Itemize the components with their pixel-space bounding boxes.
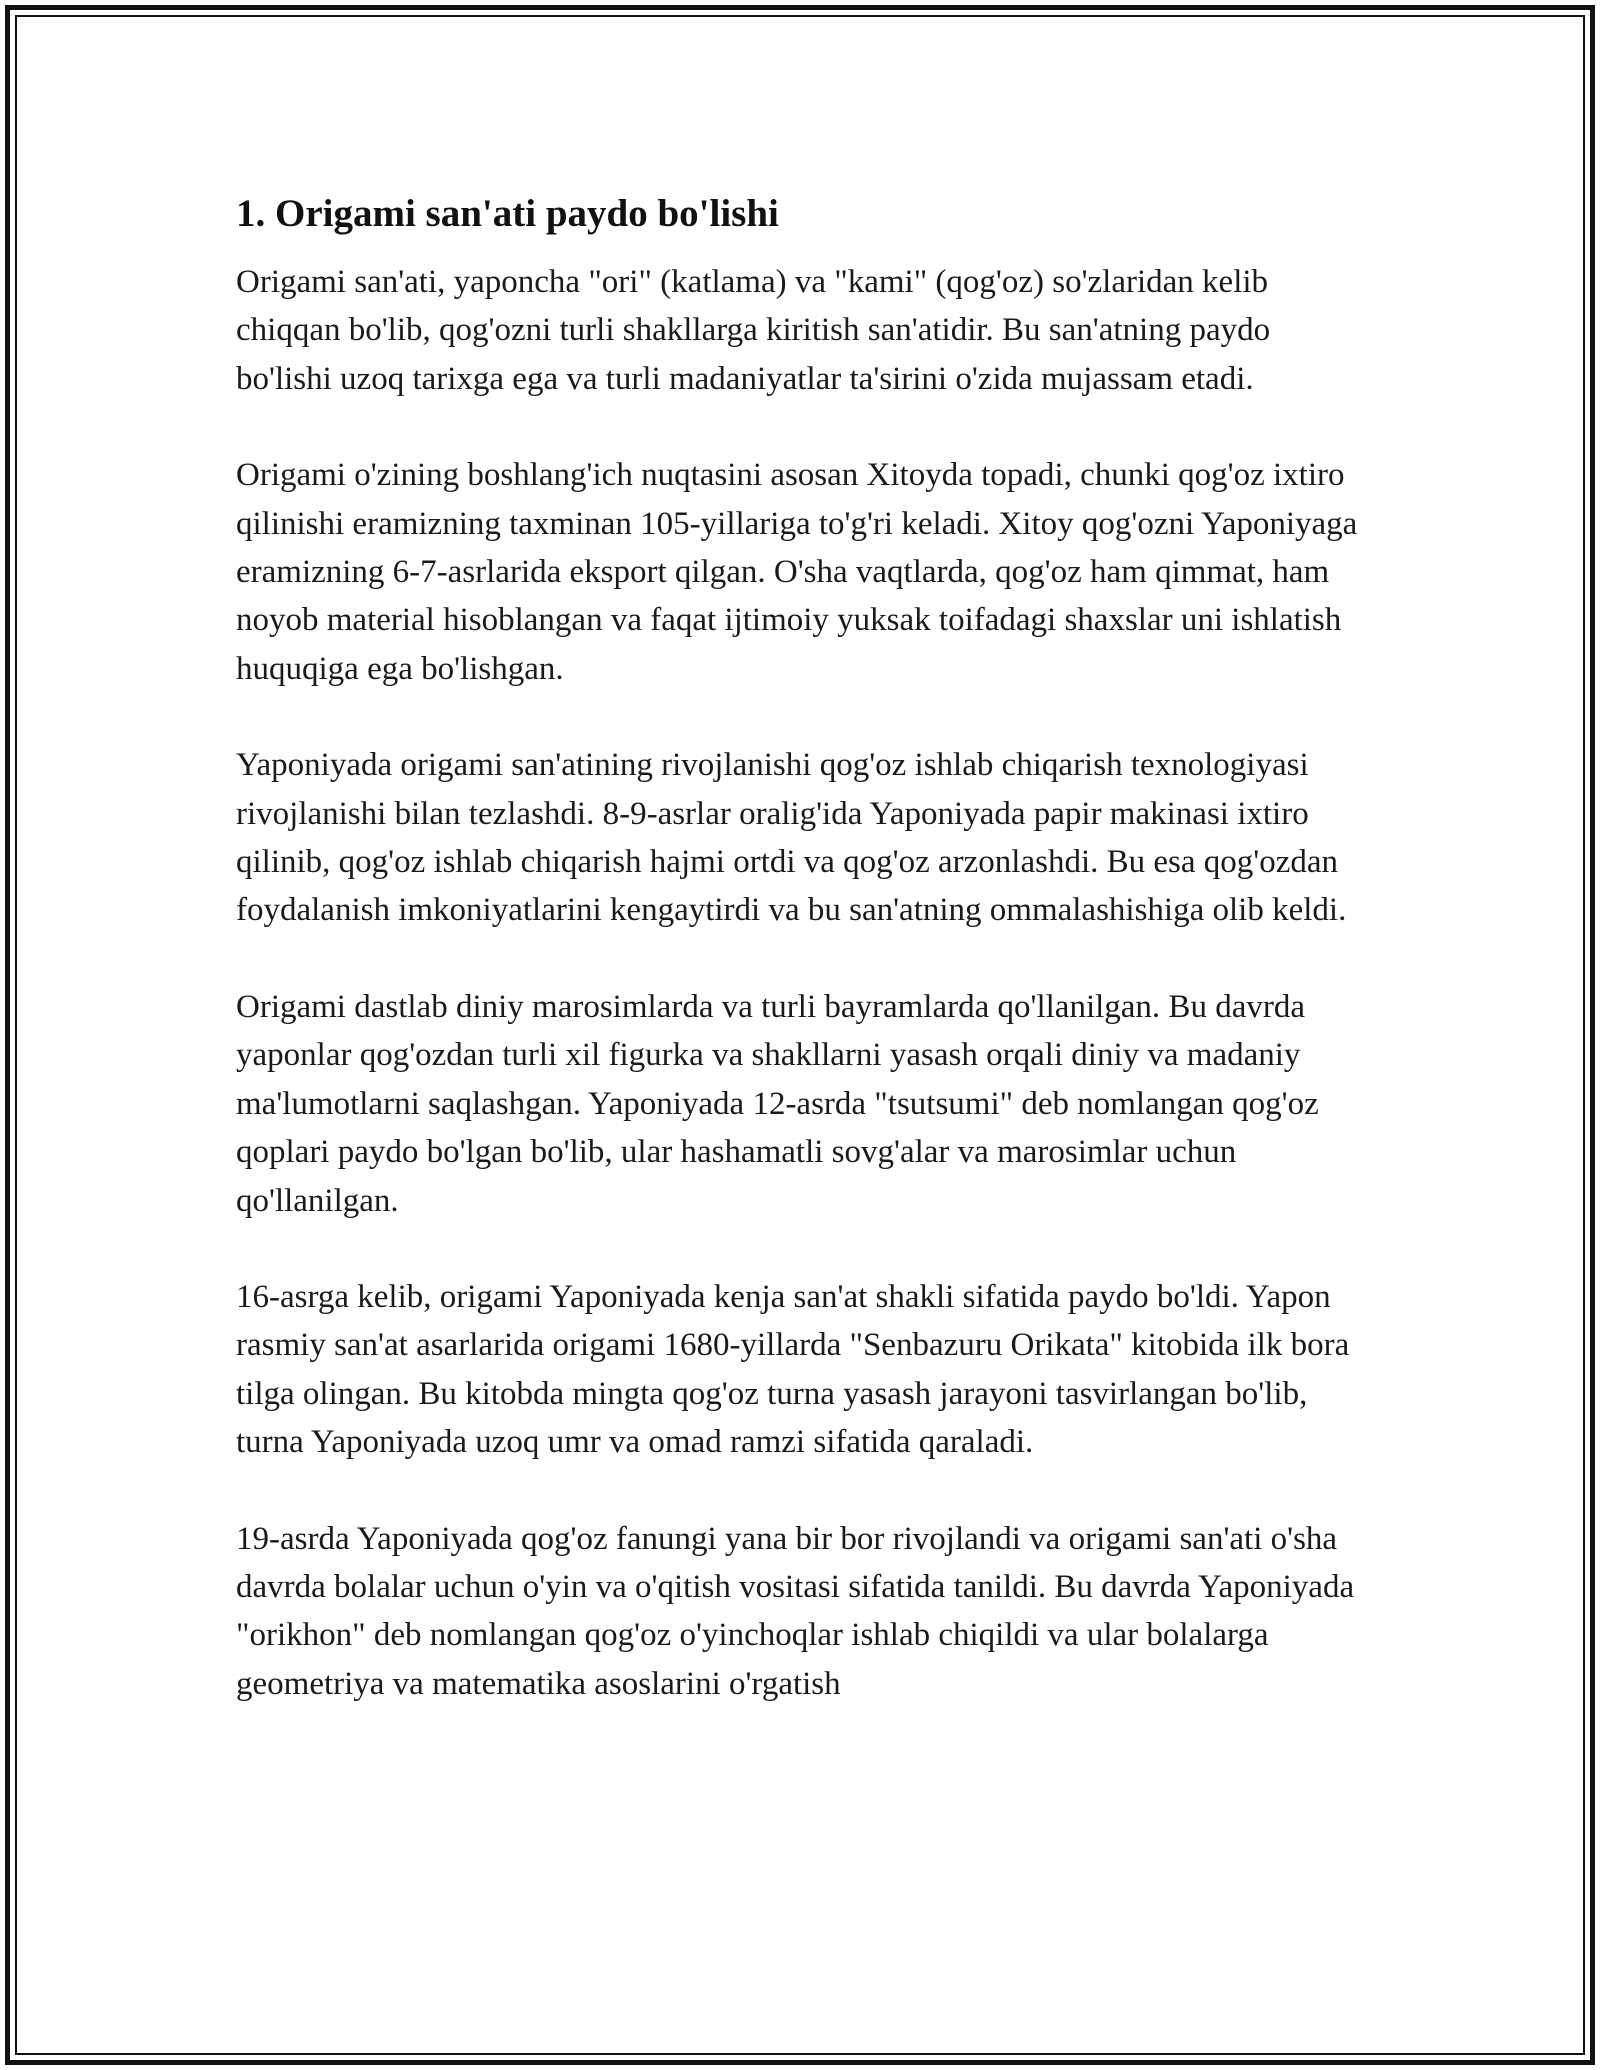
paragraph-5: 16-asrga kelib, origami Yaponiyada kenja san'at shakli sifatida paydo bo'ldi. Yapon rasmiy san'at asarlarida origami 1680-yillarda "Senbazuru Orikata" kitobida ilk bora tilga olingan. Bu kitobda mingta qog'oz turna yasash jarayoni tasvirlangan bo'lib, turna Yaponiyada uzoq umr va omad ramzi sifatida qaraladi. (236, 1278, 1350, 1461)
section-heading: 1. Origami san'ati paydo bo'lishi (236, 192, 779, 235)
paragraph-3: Yaponiyada origami san'atining rivojlanishi qog'oz ishlab chiqarish texnologiyasi rivojlanishi bilan tezlashdi. 8-9-asrlar oralig'ida Yaponiyada papir makinasi ixtiro qilinib, qog'oz ishlab chiqarish hajmi ortdi va qog'oz arzonlashdi. Bu esa qog'ozdan foydalanish imkoniyatlarini kengaytirdi va bu san'atning ommalashishiga olib keldi. (236, 747, 1347, 929)
paragraph-4: Origami dastlab diniy marosimlarda va turli bayramlarda qo'llanilgan. Bu davrda yaponlar qog'ozdan turli xil figurka va shakllarni yasash orqali diniy va madaniy ma'lumotlarni saqlashgan. Yaponiyada 12-asrda "tsutsumi" deb nomlangan qog'oz qoplari paydo bo'lgan bo'lib, ular hashamatli sovg'alar va marosimlar uchun qo'llanilgan. (236, 988, 1319, 1219)
document-body (236, 188, 1366, 1708)
paragraph-1: Origami san'ati, yaponcha "ori" (katlama) va "kami" (qog'oz) so'zlaridan kelib chiqqan bo'lib, qog'ozni turli shakllarga kiritish san'atidir. Bu san'atning paydo bo'lishi uzoq tarixga ega va turli madaniyatlar ta'sirini o'zida mujassam etadi. (236, 264, 1271, 397)
paragraph-6: 19-asrda Yaponiyada qog'oz fanungi yana bir bor rivojlandi va origami san'ati o'sha davrda bolalar uchun o'yin va o'qitish vositasi sifatida tanildi. Bu davrda Yaponiyada "orikhon" deb nomlangan qog'oz o'yinchoqlar ishlab chiqildi va ular bolalarga geometriya va matematika asoslarini o'rgatish (236, 1520, 1355, 1702)
paragraph-2: Origami o'zining boshlang'ich nuqtasini asosan Xitoyda topadi, chunki qog'oz ixtiro qilinishi eramizning taxminan 105-yillariga to'g'ri keladi. Xitoy qog'ozni Yaponiyaga eramizning 6-7-asrlarida eksport qilgan. O'sha vaqtlarda, qog'oz ham qimmat, ham noyob material hisoblangan va faqat ijtimoiy yuksak toifadagi shaxslar uni ishlatish huquqiga ega bo'lishgan. (236, 457, 1358, 687)
